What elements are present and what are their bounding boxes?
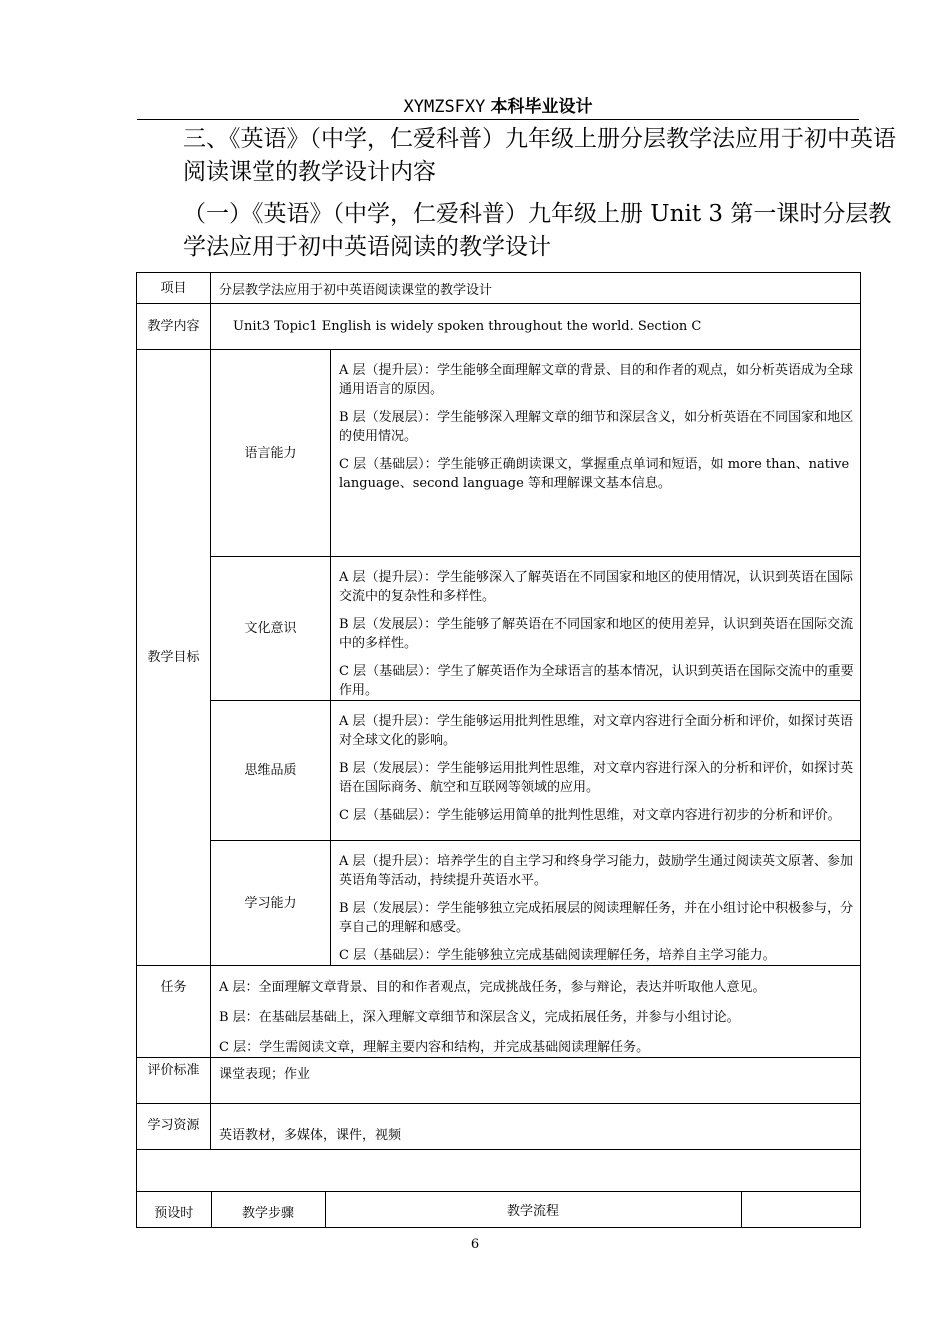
task-details — [211, 966, 861, 1058]
row-blank — [137, 1150, 861, 1192]
objective-name: 语言能力 — [211, 350, 331, 557]
row-task — [137, 966, 861, 1058]
content-label: 教学内容 — [137, 304, 211, 350]
objective-item: C 层（基础层）：学生了解英语作为全球语言的基本情况，认识到英语在国际交流中的重要作用。 — [339, 664, 854, 698]
evaluation-label: 评价标准 — [137, 1058, 211, 1104]
objective-row-language — [137, 350, 861, 557]
objective-item: B 层（发展层）：学生能够运用批判性思维，对文章内容进行深入的分析和评价，如探讨英语在国际商务、航空和互联网等领域的应用。 — [339, 761, 854, 795]
subsection-heading: （一）《英语》（中学，仁爱科普）九年级上册 Unit 3 第一课时分层教学法应用于初中英语阅读的教学设计 — [183, 201, 892, 260]
objective-item: A 层（提升层）：学生能够运用批判性思维，对文章内容进行全面分析和评价，如探讨英语对全球文化的影响。 — [339, 714, 854, 748]
objective-name: 学习能力 — [211, 841, 331, 966]
project-label: 项目 — [137, 273, 211, 304]
resources-value: 英语教材，多媒体，课件，视频 — [211, 1104, 861, 1150]
row-steps-header — [137, 1192, 861, 1228]
steps-col-flow: 教学流程 — [325, 1192, 741, 1227]
objective-details — [331, 557, 861, 701]
task-label: 任务 — [137, 966, 211, 1058]
row-content — [137, 304, 861, 350]
row-evaluation — [137, 1058, 861, 1104]
objective-item: B 层（发展层）：学生能够独立完成拓展层的阅读理解任务，并在小组讨论中积极参与，分享自己的理解和感受。 — [339, 901, 854, 935]
objective-item: B 层（发展层）：学生能够了解英语在不同国家和地区的使用差异，认识到英语在国际交流中的多样性。 — [339, 617, 854, 651]
header-title: 本科毕业设计 — [490, 97, 593, 117]
project-value: 分层教学法应用于初中英语阅读课堂的教学设计 — [211, 273, 861, 304]
steps-header-wrapper — [137, 1192, 861, 1228]
objective-name: 文化意识 — [211, 557, 331, 701]
objective-row-thinking — [137, 701, 861, 841]
page-number: 6 — [470, 1237, 480, 1252]
section-heading: 三、《英语》（中学，仁爱科普）九年级上册分层教学法应用于初中英语阅读课堂的教学设计内容 — [183, 126, 896, 185]
objective-item: C 层（基础层）：学生能够运用简单的批判性思维，对文章内容进行初步的分析和评价。 — [339, 808, 841, 823]
steps-col-time: 预设时 — [137, 1192, 211, 1227]
objective-item: C 层（基础层）：学生能够正确朗读课文，掌握重点单词和短语，如 more than、native language、second language 等和理解课文基本信息。 — [339, 457, 850, 491]
objective-name: 思维品质 — [211, 701, 331, 841]
objective-item: A 层（提升层）：培养学生的自主学习和终身学习能力，鼓励学生通过阅读英文原著、参加英语角等活动，持续提升英语水平。 — [339, 854, 854, 888]
header-latin: XYMZSFXY — [403, 97, 486, 117]
objective-item: B 层（发展层）：学生能够深入理解文章的细节和深层含义，如分析英语在不同国家和地区的使用情况。 — [339, 410, 854, 444]
steps-header-table — [137, 1192, 861, 1227]
content-value: Unit3 Topic1 English is widely spoken throughout the world. Section C — [211, 304, 861, 350]
lesson-plan-table — [136, 272, 861, 1228]
row-resources — [137, 1104, 861, 1150]
task-item: B 层：在基础层基础上，深入理解文章细节和深层含义，完成拓展任务，并参与小组讨论。 — [219, 1010, 740, 1025]
resources-label: 学习资源 — [137, 1104, 211, 1150]
steps-col-step: 教学步骤 — [211, 1192, 325, 1227]
page-header — [137, 92, 859, 120]
task-item: A 层：全面理解文章背景、目的和作者观点，完成挑战任务，参与辩论，表达并听取他人意见。 — [219, 980, 766, 995]
objectives-label: 教学目标 — [137, 350, 211, 966]
objective-item: C 层（基础层）：学生能够独立完成基础阅读理解任务，培养自主学习能力。 — [339, 948, 776, 963]
steps-col-extra — [741, 1192, 861, 1227]
objective-details — [331, 350, 861, 557]
task-item: C 层：学生需阅读文章，理解主要内容和结构，并完成基础阅读理解任务。 — [219, 1040, 650, 1055]
objective-item: A 层（提升层）：学生能够深入了解英语在不同国家和地区的使用情况，认识到英语在国际交流中的复杂性和多样性。 — [339, 570, 854, 604]
blank-cell — [137, 1150, 861, 1192]
objective-row-culture — [137, 557, 861, 701]
objective-item: A 层（提升层）：学生能够全面理解文章的背景、目的和作者的观点，如分析英语成为全球通用语言的原因。 — [339, 363, 854, 397]
row-project — [137, 273, 861, 304]
objective-details — [331, 701, 861, 841]
evaluation-value: 课堂表现；作业 — [211, 1058, 861, 1104]
objective-details — [331, 841, 861, 966]
objective-row-learning — [137, 841, 861, 966]
